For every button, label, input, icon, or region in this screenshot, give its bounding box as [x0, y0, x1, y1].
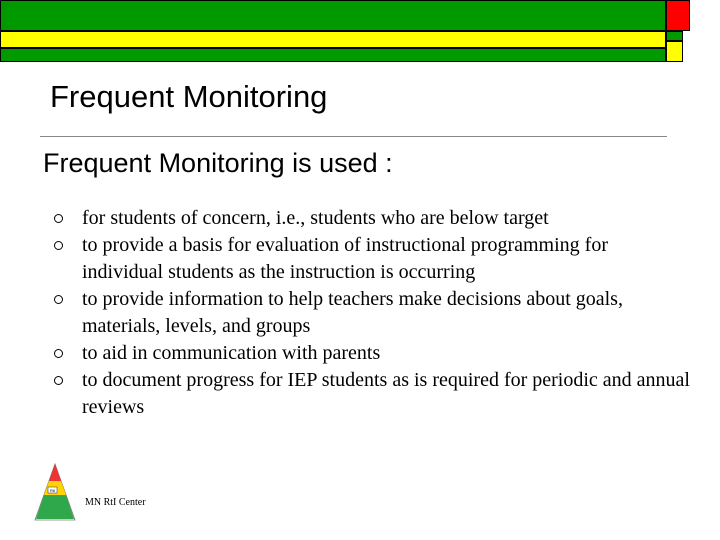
- slide-subtitle: Frequent Monitoring is used :: [43, 148, 393, 178]
- header-band-green-lower: [0, 48, 666, 62]
- bullet-text: to document progress for IEP students as is required for periodic and annual reviews: [82, 369, 690, 418]
- corner-square-green: [666, 31, 683, 41]
- bullet-item: [52, 367, 692, 421]
- rti-pyramid-logo: [34, 463, 76, 521]
- footer-text: MN RtI Center: [85, 497, 146, 508]
- bullet-item: [52, 232, 692, 286]
- hollow-circle-bullet-icon: [54, 214, 63, 223]
- header-band-yellow: [0, 31, 666, 48]
- bullet-item: [52, 286, 692, 340]
- bullet-item: [52, 340, 692, 367]
- bullet-text: for students of concern, i.e., students who are below target: [82, 207, 549, 229]
- hollow-circle-bullet-icon: [54, 241, 63, 250]
- bullet-list: [52, 205, 692, 421]
- bullet-text: to provide a basis for evaluation of instructional programming for individual students as the instruction is occurring: [82, 234, 608, 283]
- bullet-text: to provide information to help teachers make decisions about goals, materials, levels, and groups: [82, 288, 623, 337]
- header-band-green: [0, 0, 666, 31]
- hollow-circle-bullet-icon: [54, 349, 63, 358]
- corner-square-red: [666, 0, 690, 31]
- hollow-circle-bullet-icon: [54, 295, 63, 304]
- bullet-item: [52, 205, 692, 232]
- bullet-text: to aid in communication with parents: [82, 342, 381, 364]
- logo-text: RtI: [49, 488, 56, 493]
- title-divider: [40, 136, 667, 137]
- slide-title: Frequent Monitoring: [50, 79, 328, 114]
- hollow-circle-bullet-icon: [54, 376, 63, 385]
- corner-square-yellow: [666, 41, 683, 62]
